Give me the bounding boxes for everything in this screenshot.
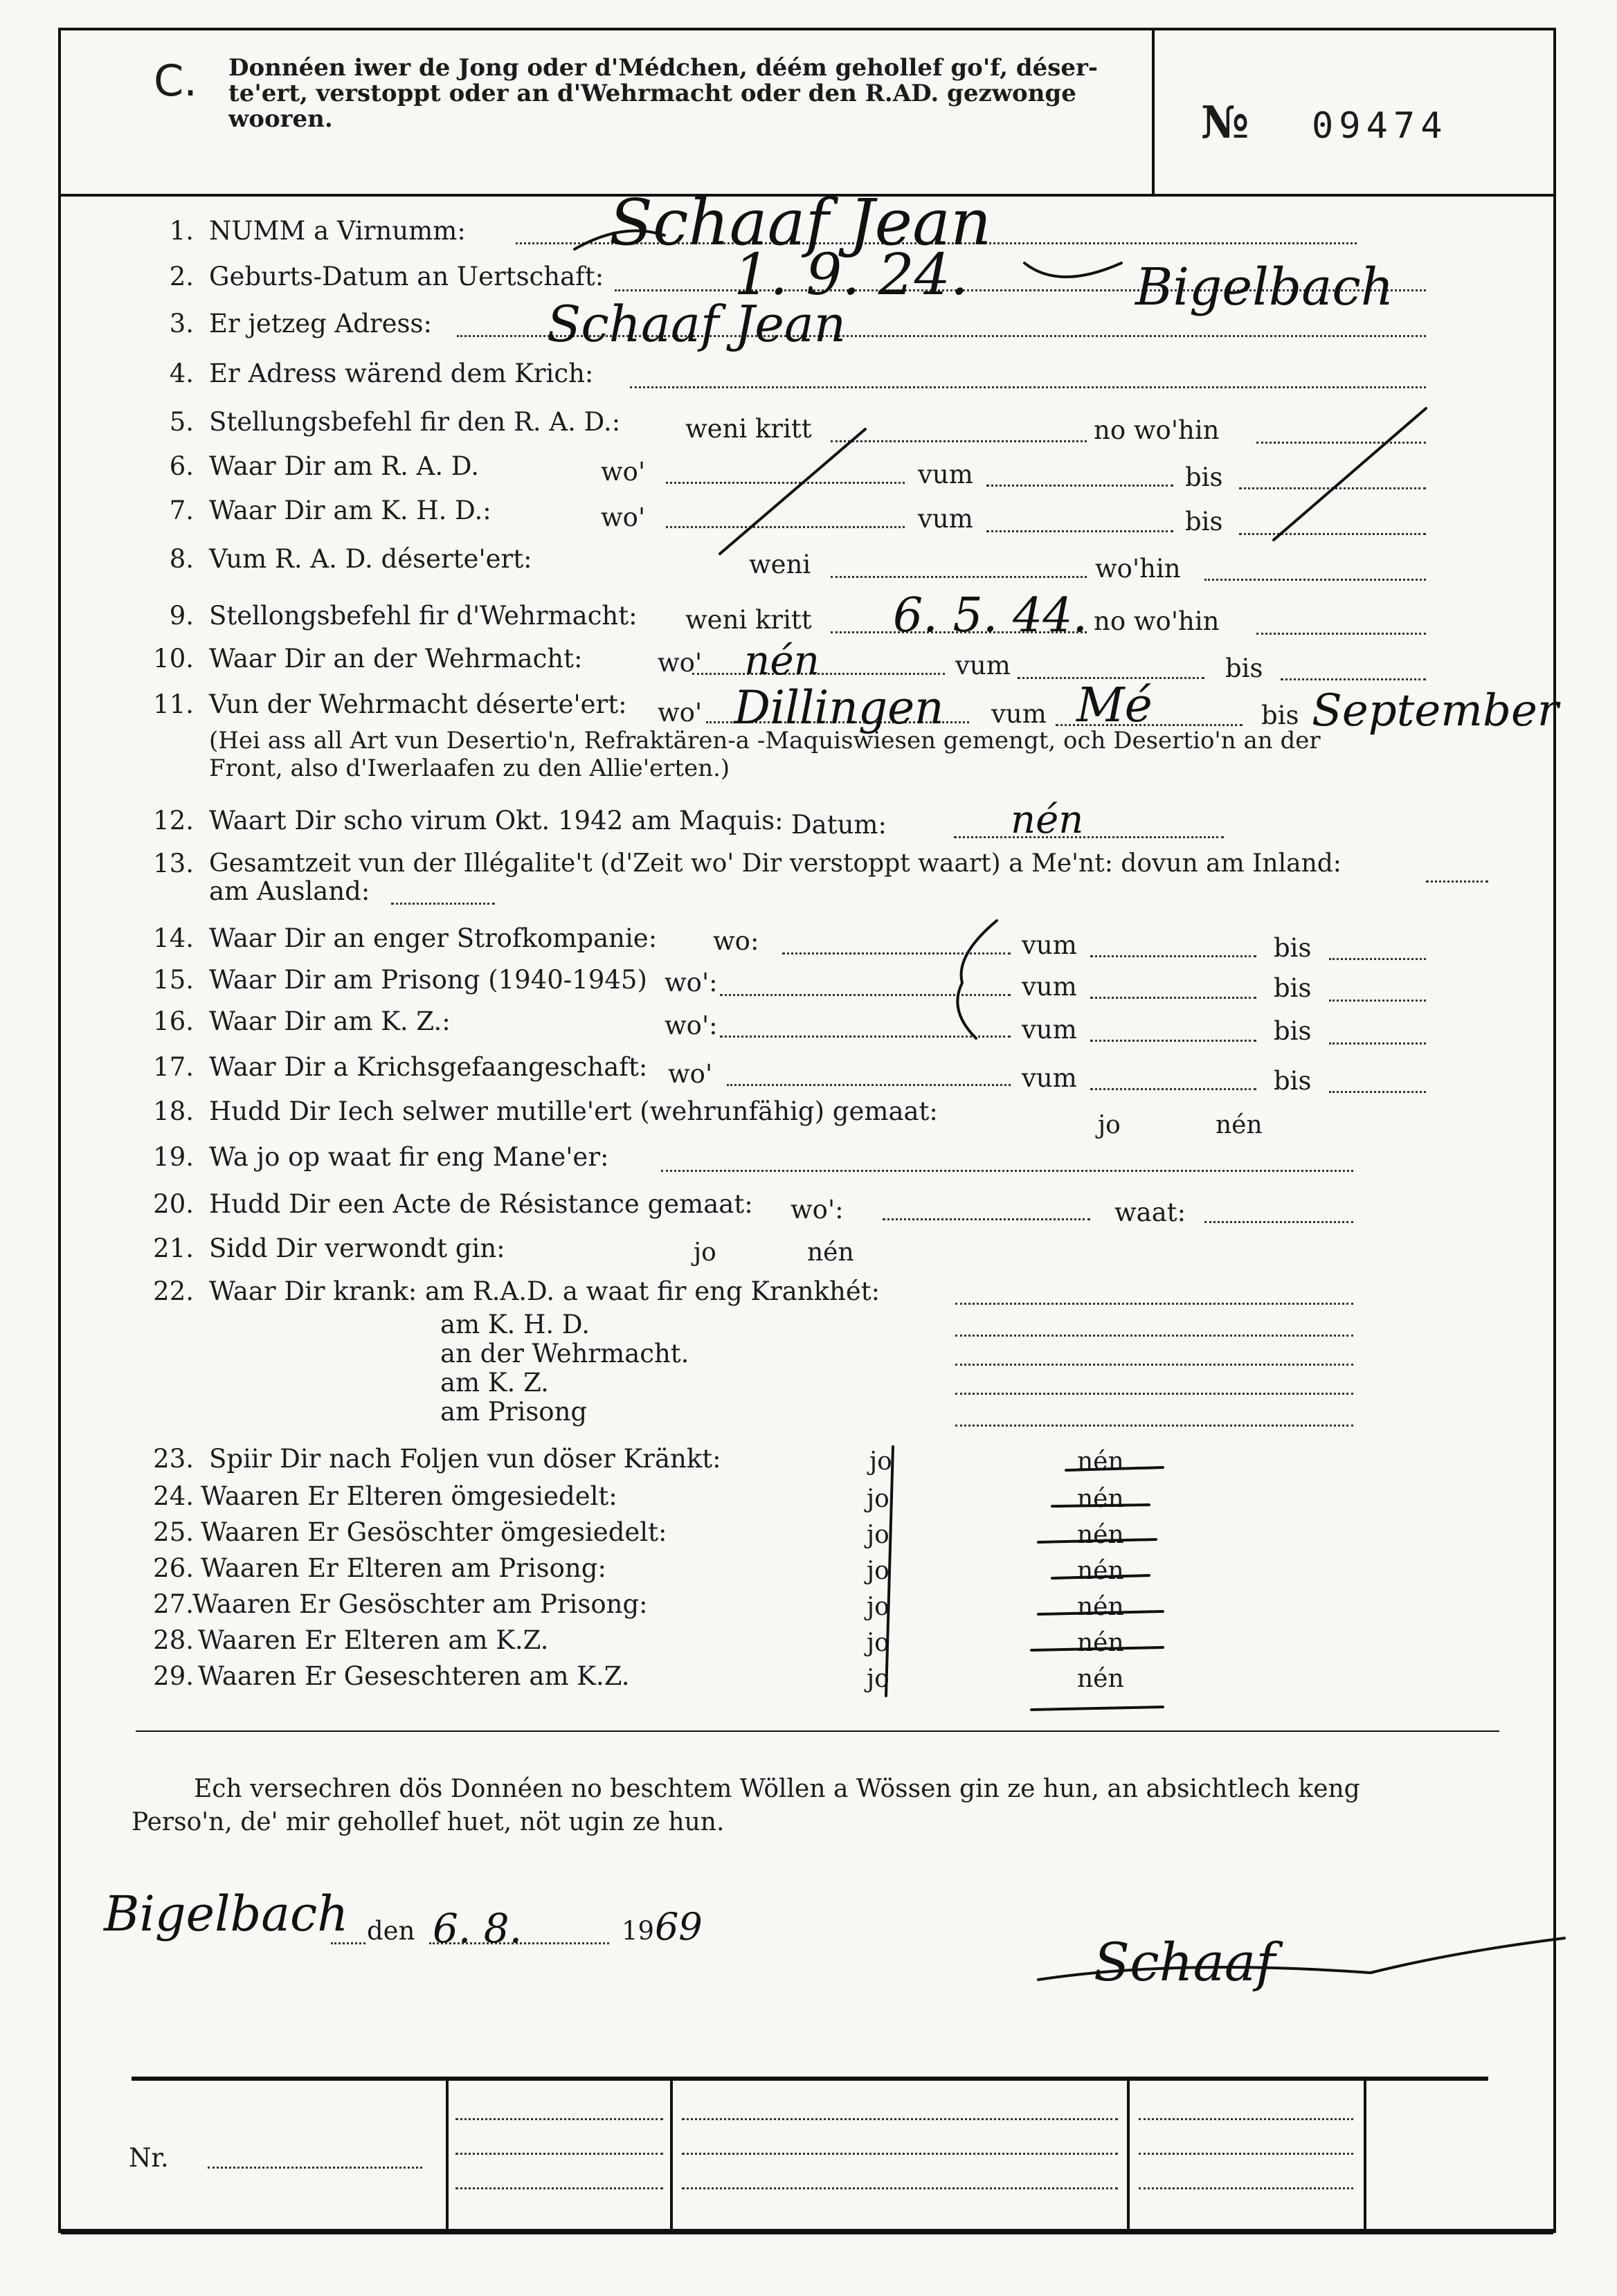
item-3-number: 3. bbox=[169, 309, 194, 338]
item-17-w2: vum bbox=[1022, 1063, 1077, 1093]
item-11-note-1: (Hei ass all Art vun Desertio'n, Refraktären-a -Maquiswiesen gemengt, och Desertio'n an der bbox=[209, 727, 1321, 754]
item-4-label: Er Adress wärend dem Krich: bbox=[209, 359, 594, 388]
item-18-w1: jo bbox=[1098, 1111, 1121, 1139]
section-title: Donnéen iwer de Jong oder d'Médchen, déém gehollef go'f, déser- te'ert, verstoppt oder an d'Wehrmacht oder den R.AD. gezwonge wooren. bbox=[228, 54, 1099, 133]
item-11-label: Vun der Wehrmacht déserte'ert: bbox=[209, 689, 627, 719]
item-17-w3: bis bbox=[1274, 1066, 1312, 1096]
item-16-w3: bis bbox=[1274, 1016, 1312, 1046]
item-25-label: Waaren Er Gesöschter ömgesiedelt: bbox=[201, 1517, 667, 1547]
item-26-w2: nén bbox=[1077, 1557, 1124, 1585]
item-29-w1: jo bbox=[867, 1665, 889, 1693]
item-23-label: Spiir Dir nach Foljen vun döser Kränkt: bbox=[209, 1444, 721, 1474]
item-17-number: 17. bbox=[153, 1052, 194, 1082]
item-7-w3: bis bbox=[1185, 507, 1223, 536]
signature-date: 6. 8. bbox=[433, 1905, 523, 1952]
item-27-number: 27. bbox=[153, 1589, 194, 1619]
item-20-w2: waat: bbox=[1114, 1197, 1186, 1227]
item-15-w3: bis bbox=[1274, 973, 1312, 1003]
item-29-w2: nén bbox=[1077, 1665, 1124, 1693]
slash-stroke-items-5-7 bbox=[720, 429, 865, 554]
item-18-w2: nén bbox=[1216, 1111, 1263, 1139]
item-9-w1: weni kritt bbox=[685, 605, 812, 635]
item-15-number: 15. bbox=[153, 965, 194, 995]
den-label: den bbox=[367, 1916, 415, 1946]
item-9-number: 9. bbox=[169, 601, 194, 631]
item-1-label: NUMM a Virnumm: bbox=[209, 216, 466, 246]
item-21-w1: jo bbox=[694, 1238, 716, 1267]
item-10-answer: nén bbox=[744, 637, 820, 684]
item-15-label: Waar Dir am Prisong (1940-1945) bbox=[209, 965, 647, 995]
item-9-answer: 6. 5. 44. bbox=[893, 588, 1088, 643]
item-18-number: 18. bbox=[153, 1096, 194, 1126]
item-6-w3: bis bbox=[1185, 462, 1223, 492]
item-12-w1: Datum: bbox=[791, 810, 887, 840]
item-8-label: Vum R. A. D. déserte'ert: bbox=[209, 544, 532, 574]
year-printed: 19 bbox=[622, 1916, 655, 1946]
item-13-number: 13. bbox=[153, 849, 194, 878]
item-27-label: Waaren Er Gesöschter am Prisong: bbox=[192, 1589, 648, 1619]
signature-place: Bigelbach bbox=[104, 1886, 349, 1942]
item-9-w2: no wo'hin bbox=[1094, 606, 1220, 636]
item-23-w1: jo bbox=[869, 1447, 892, 1476]
item-2-label: Geburts-Datum an Uertschaft: bbox=[209, 262, 604, 291]
item-25-w1: jo bbox=[867, 1521, 889, 1549]
item-11-number: 11. bbox=[153, 689, 194, 719]
item-27-w1: jo bbox=[867, 1593, 889, 1621]
item-17-w1: wo' bbox=[668, 1059, 713, 1089]
underline-28 bbox=[1031, 1647, 1163, 1650]
item-19-number: 19. bbox=[153, 1142, 194, 1172]
item-3-answer: Schaaf Jean bbox=[547, 295, 847, 353]
item-8-number: 8. bbox=[169, 544, 194, 574]
item-7-number: 7. bbox=[169, 496, 194, 525]
item-22-sub-1: am K. H. D. bbox=[440, 1310, 590, 1339]
underline-24 bbox=[1052, 1505, 1149, 1506]
item-18-label: Hudd Dir Iech selwer mutille'ert (wehrunfähig) gemaat: bbox=[209, 1096, 938, 1126]
item-16-w2: vum bbox=[1022, 1015, 1077, 1045]
item-10-w1: wo' bbox=[658, 648, 703, 678]
item-6-label: Waar Dir am R. A. D. bbox=[209, 451, 479, 481]
underline-25 bbox=[1038, 1539, 1156, 1542]
item-10-w3: bis bbox=[1225, 653, 1263, 683]
signature: Schaaf bbox=[1094, 1931, 1276, 1993]
item-20-w1: wo': bbox=[791, 1195, 844, 1224]
item-8-w1: weni bbox=[749, 550, 811, 579]
item-24-w2: nén bbox=[1077, 1485, 1124, 1513]
item-6-w1: wo' bbox=[601, 457, 646, 487]
item-15-w2: vum bbox=[1022, 972, 1077, 1002]
item-11-answer-where: Dillingen bbox=[734, 681, 944, 734]
item-28-w1: jo bbox=[867, 1629, 889, 1657]
declaration-line-2: Perso'n, de' mir gehollef huet, nöt ugin ze hun. bbox=[132, 1808, 725, 1836]
name-flourish bbox=[575, 230, 1121, 277]
item-21-number: 21. bbox=[153, 1233, 194, 1263]
item-22-label: Waar Dir krank: am R.A.D. a waat fir eng Krankhét: bbox=[209, 1276, 880, 1306]
item-28-number: 28. bbox=[153, 1625, 194, 1655]
number-sign: № bbox=[1201, 97, 1249, 149]
item-22-number: 22. bbox=[153, 1276, 194, 1306]
item-20-number: 20. bbox=[153, 1189, 194, 1219]
item-22-sub-4: am Prisong bbox=[440, 1397, 588, 1427]
item-26-w1: jo bbox=[867, 1557, 889, 1585]
item-5-w2: no wo'hin bbox=[1094, 415, 1220, 445]
item-26-label: Waaren Er Elteren am Prisong: bbox=[201, 1553, 606, 1583]
slash-stroke-right bbox=[1274, 408, 1426, 540]
item-16-w1: wo': bbox=[665, 1011, 718, 1040]
item-8-w2: wo'hin bbox=[1095, 554, 1181, 584]
item-22-sub-3: am K. Z. bbox=[440, 1368, 549, 1398]
item-11-note-2: Front, also d'Iwerlaafen zu den Allie'erten.) bbox=[209, 754, 730, 782]
underline-26 bbox=[1052, 1575, 1149, 1578]
item-29-label: Waaren Er Geseschteren am K.Z. bbox=[198, 1661, 630, 1691]
item-10-w2: vum bbox=[955, 651, 1011, 680]
item-2-answer-place: Bigelbach bbox=[1135, 257, 1394, 317]
bracket-stroke-items-14-16 bbox=[957, 921, 997, 1038]
item-2-answer-date: 1. 9. 24. bbox=[734, 242, 969, 308]
item-14-number: 14. bbox=[153, 923, 194, 953]
item-11-answer-to: September bbox=[1312, 685, 1559, 736]
item-14-w2: vum bbox=[1022, 930, 1077, 960]
item-23-number: 23. bbox=[153, 1444, 194, 1474]
item-14-label: Waar Dir an enger Strofkompanie: bbox=[209, 923, 658, 953]
item-15-w1: wo': bbox=[665, 968, 718, 997]
item-14-w3: bis bbox=[1274, 933, 1312, 963]
item-24-number: 24. bbox=[153, 1481, 194, 1511]
item-21-w2: nén bbox=[807, 1238, 854, 1267]
item-22-sub-2: an der Wehrmacht. bbox=[440, 1339, 689, 1368]
item-12-label: Waart Dir scho virum Okt. 1942 am Maquis: bbox=[209, 806, 784, 835]
item-21-label: Sidd Dir verwondt gin: bbox=[209, 1233, 505, 1263]
item-19-label: Wa jo op waat fir eng Mane'er: bbox=[209, 1142, 609, 1172]
item-3-label: Er jetzeg Adress: bbox=[209, 309, 432, 338]
item-25-w2: nén bbox=[1077, 1521, 1124, 1549]
item-29-number: 29. bbox=[153, 1661, 194, 1691]
item-28-label: Waaren Er Elteren am K.Z. bbox=[198, 1625, 549, 1655]
underline-29 bbox=[1031, 1707, 1163, 1710]
item-24-label: Waaren Er Elteren ömgesiedelt: bbox=[201, 1481, 617, 1511]
item-7-label: Waar Dir am K. H. D.: bbox=[209, 496, 491, 525]
item-7-w2: vum bbox=[918, 504, 973, 534]
item-10-number: 10. bbox=[153, 644, 194, 674]
item-11-answer-from: Mé bbox=[1076, 678, 1153, 733]
section-letter: C. bbox=[154, 55, 197, 106]
item-25-number: 25. bbox=[153, 1517, 194, 1547]
item-24-w1: jo bbox=[867, 1485, 889, 1513]
item-12-answer: nén bbox=[1011, 797, 1084, 842]
item-23-w2: nén bbox=[1077, 1447, 1124, 1476]
item-17-label: Waar Dir a Krichsgefaangeschaft: bbox=[209, 1052, 648, 1082]
item-13-label: Gesamtzeit vun der Illégalite't (d'Zeit wo' Dir verstoppt waart) a Me'nt: dovun am Inland: bbox=[209, 849, 1342, 878]
item-6-number: 6. bbox=[169, 451, 194, 481]
nr-label: Nr. bbox=[129, 2143, 169, 2173]
item-16-label: Waar Dir am K. Z.: bbox=[209, 1006, 451, 1036]
item-6-w2: vum bbox=[918, 460, 973, 489]
item-20-label: Hudd Dir een Acte de Résistance gemaat: bbox=[209, 1189, 753, 1219]
signature-flourish bbox=[1038, 1938, 1564, 1980]
jo-column-stroke bbox=[886, 1447, 893, 1696]
item-10-label: Waar Dir an der Wehrmacht: bbox=[209, 644, 583, 674]
underline-27 bbox=[1038, 1611, 1163, 1614]
year-handwritten: 69 bbox=[655, 1905, 703, 1949]
item-16-number: 16. bbox=[153, 1006, 194, 1036]
item-5-label: Stellungsbefehl fir den R. A. D.: bbox=[209, 407, 621, 437]
item-11-w1: wo' bbox=[658, 698, 703, 727]
declaration-line-1: Ech versechren dös Donnéen no beschtem Wöllen a Wössen gin ze hun, an absichtlech keng bbox=[194, 1775, 1360, 1803]
item-11-w3: bis bbox=[1261, 700, 1299, 730]
item-26-number: 26. bbox=[153, 1553, 194, 1583]
item-1-answer: Schaaf Jean bbox=[609, 186, 992, 260]
item-28-w2: nén bbox=[1077, 1629, 1124, 1657]
item-12-number: 12. bbox=[153, 806, 194, 835]
item-1-number: 1. bbox=[169, 216, 194, 246]
item-13-line2: am Ausland: bbox=[209, 876, 370, 906]
item-7-w1: wo' bbox=[601, 503, 646, 532]
item-2-number: 2. bbox=[169, 262, 194, 291]
item-5-number: 5. bbox=[169, 407, 194, 437]
item-9-label: Stellongsbefehl fir d'Wehrmacht: bbox=[209, 601, 638, 631]
underline-23 bbox=[1066, 1467, 1163, 1470]
item-11-w2: vum bbox=[991, 699, 1047, 729]
item-4-number: 4. bbox=[169, 359, 194, 388]
item-5-w1: weni kritt bbox=[685, 414, 812, 444]
item-27-w2: nén bbox=[1077, 1593, 1124, 1621]
item-14-w1: wo: bbox=[713, 926, 759, 956]
form-number: 09474 bbox=[1312, 105, 1448, 147]
